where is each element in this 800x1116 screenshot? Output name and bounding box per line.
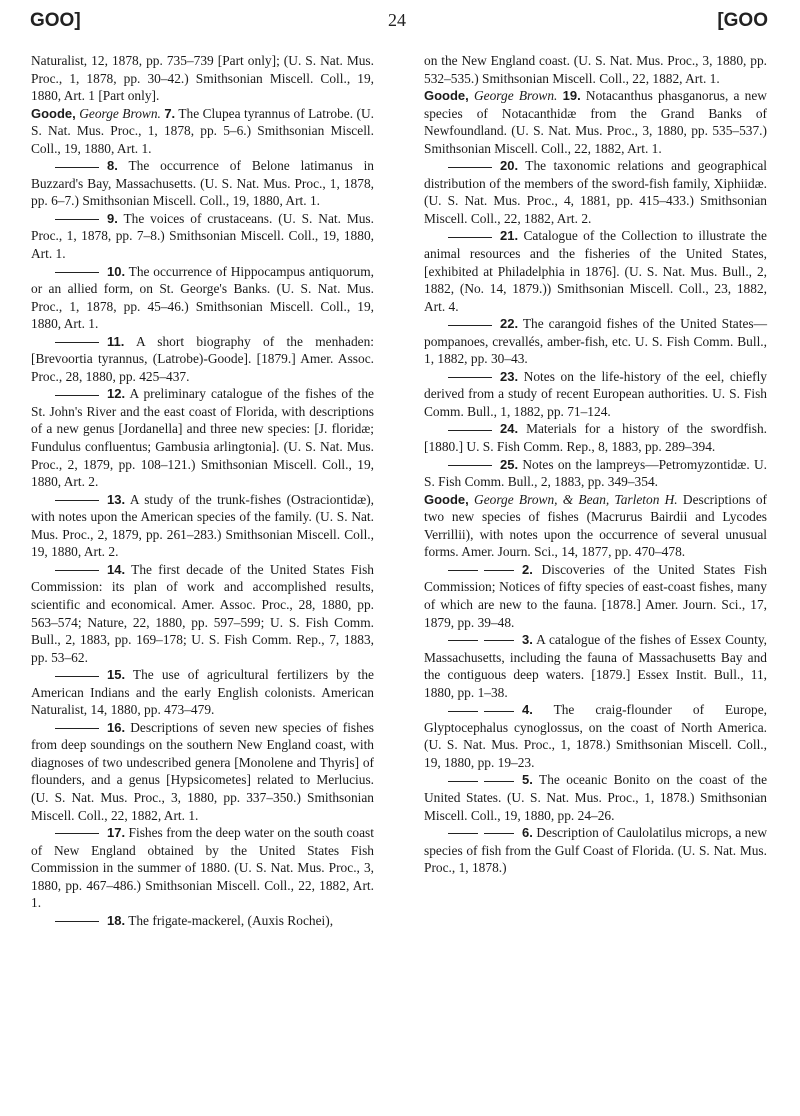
bibliography-entry	[424, 824, 767, 877]
entry-number: 6.	[522, 825, 533, 841]
entry-text: Notacanthus phasganorus, a new species of Notacanthidæ from the Grand Banks of Newfoundland. (U. S. Nat. Mus. Proc., 3, 1880, pp. 535–537.) Smithsonian Miscell. Coll., 22, 1882, Art. 1.	[424, 88, 767, 156]
header-left-range: GOO]	[30, 10, 81, 31]
entry-number: 10.	[107, 263, 126, 279]
bibliography-entry	[31, 912, 374, 930]
bibliography-entry	[424, 420, 767, 455]
bibliography-entry	[31, 263, 374, 333]
entry-number: 12.	[107, 386, 126, 402]
bibliography-entry	[31, 105, 374, 158]
bibliography-entry	[31, 719, 374, 824]
bibliography-entry	[424, 631, 767, 701]
entry-number: 15.	[107, 667, 126, 683]
bibliography-entry	[424, 52, 767, 87]
entry-text: Catalogue of the Collection to illustrate the animal resources and the fisheries of the United States, [exhibited at Philadelphia in 1876]. (U. S. Nat. Mus. Bull., 2, 1882, (No. 14, 1879.)) Smithsonian Miscell. Coll., 23, 1882, Art. 4.	[424, 228, 767, 314]
ditto-dash	[55, 500, 99, 501]
bibliography-entry	[31, 824, 374, 912]
ditto-dash	[448, 430, 492, 431]
entry-text: The oceanic Bonito on the coast of the United States. (U. S. Nat. Mus. Proc., 1, 1878.) Smithsonian Miscell. Coll., 19, 1880, pp. 24–26.	[424, 772, 768, 823]
entry-text: The taxonomic relations and geographical distribution of the members of the sword-fish family, Xiphiidæ. (U. S. Nat. Mus. Proc., 4, 1881, pp. 415–433.) Smithsonian Miscell. Coll., 22, 1882, Art. 2.	[424, 158, 767, 226]
ditto-dash	[55, 167, 99, 168]
bibliography-entry	[31, 52, 374, 105]
ditto-dash	[448, 465, 492, 466]
bibliography-entry	[424, 701, 767, 771]
entry-text: The craig-flounder of Europe, Glyptocephalus cynoglossus, on the coast of North America. (U. S. Nat. Mus. Proc., 1, 1878.) Smithsonian Miscell. Coll., 19, 1880, pp. 19–23.	[424, 702, 767, 770]
author-full-name: George Brown.	[473, 88, 558, 104]
author-full-name: George Brown, & Bean, Tarleton H.	[474, 491, 678, 507]
entry-text: on the New England coast. (U. S. Nat. Mus. Proc., 3, 1880, pp. 532–535.) Smithsonian Miscell. Coll., 22, 1882, Art. 1.	[424, 53, 767, 86]
bibliography-entry	[424, 87, 767, 157]
ditto-dash	[448, 325, 492, 326]
entry-text: Notes on the lampreys—Petromyzontidæ. U. S. Fish Comm. Bull., 2, 1883, pp. 349–354.	[424, 456, 767, 490]
entry-number: 5.	[522, 772, 533, 788]
ditto-dash	[55, 342, 99, 343]
entry-text: The Clupea tyrannus of Latrobe. (U. S. Nat. Mus. Proc., 1, 1878, pp. 5–6.) Smithsonian Miscell. Coll., 19, 1880, Art. 1.	[31, 105, 374, 156]
ditto-dash	[448, 711, 478, 712]
bibliography-entry	[424, 561, 767, 631]
ditto-dash	[55, 272, 99, 273]
author-name: Goode,	[424, 491, 469, 507]
ditto-dash	[55, 728, 99, 729]
entry-text: Fishes from the deep water on the south coast of New England obtained by the United States Fish Commission in the summer of 1880. (U. S. Nat. Mus. Proc., 3, 1880, pp. 467–486.) Smithsonian Miscell. Coll., 22, 1882, Art. 1.	[31, 825, 374, 911]
entry-number: 9.	[107, 210, 118, 226]
ditto-dash	[55, 833, 99, 834]
entry-number: 2.	[522, 561, 533, 577]
entry-text: A short biography of the menhaden: [Brevoortia tyrannus, (Latrobe)-Goode]. [1879.] Amer. Assoc. Proc., 28, 1880, pp. 425–437.	[31, 333, 375, 384]
header-right-range: [GOO	[717, 10, 768, 31]
entry-text: A study of the trunk-fishes (Ostraciontidæ), with notes upon the American species of the family. (U. S. Nat. Mus. Proc., 2, 1879, pp. 261–283.) Smithsonian Miscell. Coll., 19, 1880, Art. 2.	[31, 491, 374, 560]
entry-text: The first decade of the United States Fish Commission: its plan of work and accomplished results, scientific and economical. Amer. Assoc. Proc., 28, 1880, pp. 563–574; Nature, 22, 1880, pp. 597–599; U. S. Fish Comm. Bull., 2, 1883, pp. 169–178; U. S. Fish Comm. Rep., 7, 1883, pp. 53–62.	[31, 561, 374, 665]
ditto-dash	[448, 640, 478, 641]
entry-text: Descriptions of two new species of fishes (Macrurus Bairdii and Lycodes Verrillii), with notes upon the occurrence of several unusual forms. Amer. Journ. Sci., 14, 1877, pp. 470–478.	[424, 491, 767, 560]
entry-text: The occurrence of Belone latimanus in Buzzard's Bay, Massachusetts. (U. S. Nat. Mus. Proc., 1, 1878, pp. 6–7.) Smithsonian Miscell. Coll., 19, 1880, Art. 1.	[31, 158, 374, 209]
entry-text: Naturalist, 12, 1878, pp. 735–739 [Part only]; (U. S. Nat. Mus. Proc., 1, 1878, pp. 30–42.) Smithsonian Miscell. Coll., 19, 1880, Art. 1 [Part only].	[31, 53, 374, 104]
bibliography-entry	[424, 227, 767, 315]
entry-text: The frigate-mackerel, (Auxis Rochei),	[128, 912, 334, 928]
bibliography-entry	[424, 491, 767, 561]
entry-text: Descriptions of seven new species of fishes from deep soundings on the southern New England coast, with diagnoses of two undescribed genera [Monolene and Thyris] of flounders, and a genus [Hypsicometes] related to Merlucius. (U. S. Nat. Mus. Proc., 3, 1880, pp. 337–350.) Smithsonian Miscell. Coll., 22, 1882, Art. 1.	[31, 719, 374, 823]
bibliography-entry	[424, 456, 767, 491]
entry-text: A preliminary catalogue of the fishes of the St. John's River and the east coast of Florida, with descriptions of a new genus [Jordanella] and three new species: [J. floridæ; Fundulus confluentus; Gambusia arlingtonia]. (U. S. Nat. Mus. Proc., 2, 1879, pp. 108–121.) Smithsonian Miscell. Coll., 19, 1880, Art. 2.	[31, 386, 375, 490]
right-column	[424, 52, 767, 877]
ditto-dash	[448, 570, 478, 571]
entry-text: Discoveries of the United States Fish Commission; Notices of fifty species of east-coast fishes, many of which are new to the fauna. [1878.] Amer. Journ. Sci., 17, 1879, pp. 39–48.	[424, 561, 767, 630]
bibliography-entry	[424, 315, 767, 368]
entry-number: 13.	[107, 491, 126, 507]
bibliography-entry	[31, 561, 374, 666]
entry-number: 4.	[522, 702, 533, 718]
page-number: 24	[388, 10, 406, 30]
ditto-dash	[55, 395, 99, 396]
ditto-dash	[448, 237, 492, 238]
bibliography-entry	[31, 157, 374, 210]
author-name: Goode,	[31, 105, 76, 121]
bibliography-entry	[31, 666, 374, 719]
entry-text: The occurrence of Hippocampus antiquorum, or an allied form, on St. George's Banks. (U. S. Nat. Mus. Proc., 1, 1878, pp. 45–46.) Smithsonian Miscell. Coll., 19, 1880, Art. 1.	[31, 263, 374, 332]
ditto-dash	[448, 833, 478, 834]
entry-number: 16.	[107, 719, 126, 735]
ditto-dash	[484, 640, 514, 641]
ditto-dash	[448, 781, 478, 782]
page-header	[0, 10, 800, 40]
ditto-dash	[55, 921, 99, 922]
bibliography-entry	[424, 771, 767, 824]
entry-number: 3.	[522, 632, 533, 648]
bibliography-entry	[424, 368, 767, 421]
entry-number: 25.	[500, 456, 519, 472]
entry-text: A catalogue of the fishes of Essex County, Massachusetts, including the fauna of Massachusetts Bay and the contiguous deep waters. [1879.] Essex Instit. Bull., 11, 1880, pp. 1–38.	[424, 632, 767, 700]
ditto-dash	[484, 833, 514, 834]
entry-text: Description of Caulolatilus microps, a new species of fish from the Gulf Coast of Florida. (U. S. Nat. Mus. Proc., 1, 1878.)	[424, 825, 767, 876]
entry-number: 11.	[107, 333, 125, 349]
entry-number: 19.	[562, 88, 581, 104]
author-name: Goode,	[424, 88, 469, 104]
bibliography-entry	[31, 491, 374, 561]
entry-text: The use of agricultural fertilizers by the American Indians and the early English colonists. American Naturalist, 14, 1880, pp. 473–479.	[31, 667, 374, 718]
entry-number: 14.	[107, 561, 126, 577]
bibliography-entry	[31, 333, 374, 386]
entry-number: 22.	[500, 316, 519, 332]
bibliography-entry	[424, 157, 767, 227]
ditto-dash	[448, 377, 492, 378]
entry-text: The carangoid fishes of the United States—pompanoes, crevallés, amber-fish, etc. U. S. Fish Comm. Bull., 1, 1882, pp. 30–43.	[424, 316, 767, 367]
entry-number: 8.	[107, 158, 118, 174]
entry-number: 7.	[164, 105, 176, 121]
left-column	[31, 52, 374, 929]
entry-number: 20.	[500, 158, 519, 174]
ditto-dash	[484, 711, 514, 712]
entry-number: 17.	[107, 825, 126, 841]
bibliography-entry	[31, 210, 374, 263]
ditto-dash	[55, 219, 99, 220]
ditto-dash	[484, 570, 514, 571]
author-full-name: George Brown.	[79, 105, 161, 121]
ditto-dash	[55, 570, 99, 571]
ditto-dash	[55, 676, 99, 677]
ditto-dash	[484, 781, 514, 782]
entry-number: 24.	[500, 421, 519, 437]
entry-number: 18.	[107, 912, 126, 928]
entry-number: 21.	[500, 228, 519, 244]
entry-text: Materials for a history of the swordfish. [1880.] U. S. Fish Comm. Rep., 8, 1883, pp. 289–394.	[424, 421, 767, 455]
entry-text: The voices of crustaceans. (U. S. Nat. Mus. Proc., 1, 1878, pp. 7–8.) Smithsonian Miscell. Coll., 19, 1880, Art. 1.	[31, 210, 374, 262]
ditto-dash	[448, 167, 492, 168]
bibliography-entry	[31, 385, 374, 490]
entry-number: 23.	[500, 368, 519, 384]
entry-text: Notes on the life-history of the eel, chiefly derived from a study of recent European authorities. U. S. Fish Comm. Bull., 1, 1882, pp. 71–124.	[424, 368, 767, 419]
